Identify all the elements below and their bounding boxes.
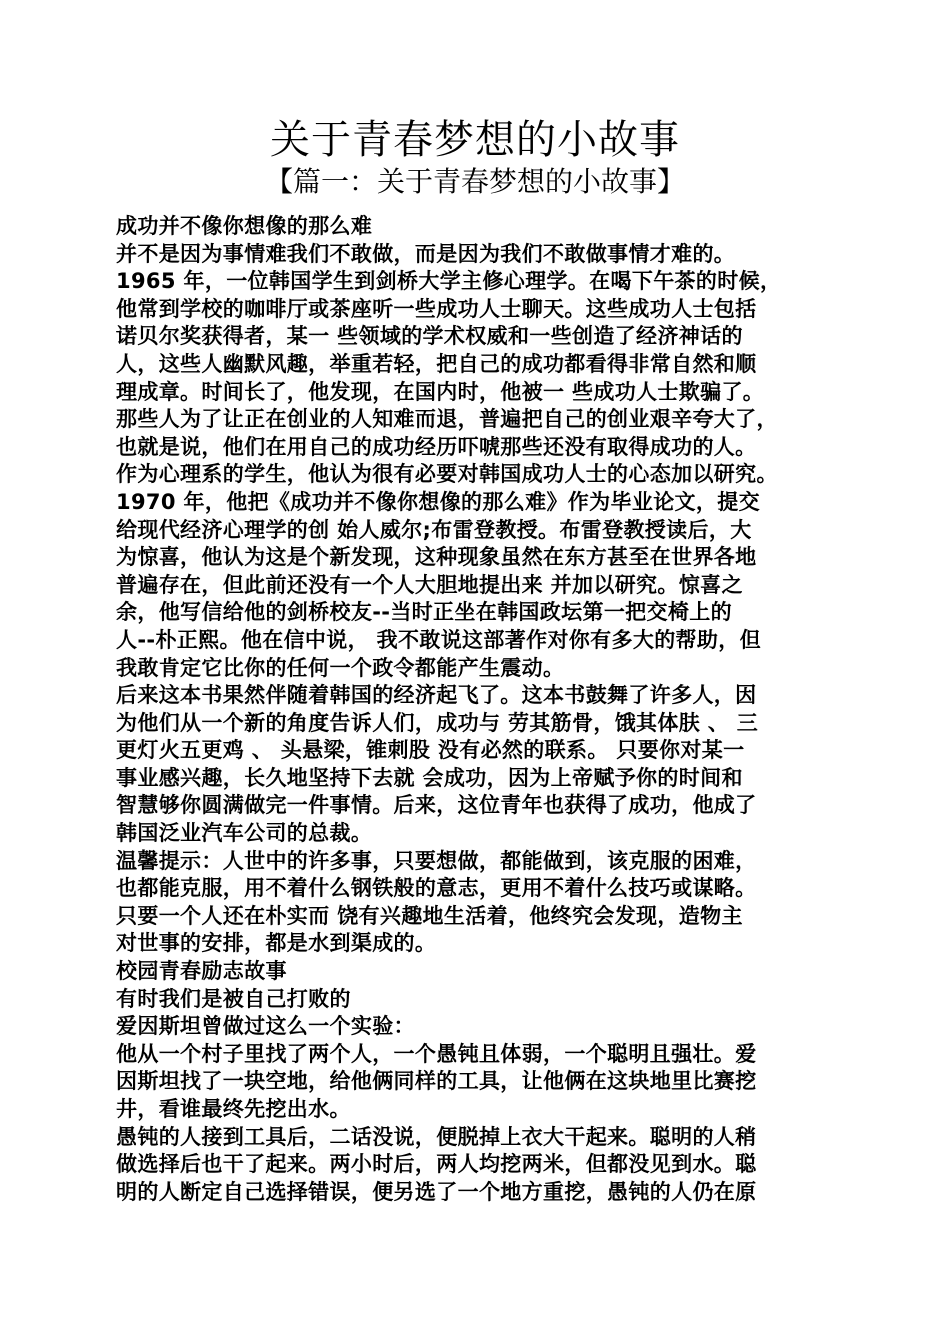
body-text-line: 爱因斯坦曾做过这么一个实验： — [116, 1014, 415, 1039]
body-text-line: 作为心理系的学生，他认为很有必要对韩国成功人士的心态加以研究。 — [116, 462, 778, 487]
body-text-line: 做选择后也干了起来。两小时后，两人均挖两米，但都没见到水。聪 — [116, 1152, 757, 1177]
body-text-line: 更灯火五更鸡 、 头悬梁，锥刺股 没有必然的联系。 只要你对某一 — [116, 738, 745, 763]
body-text-line: 愚钝的人接到工具后，二话没说，便脱掉上衣大干起来。聪明的人稍 — [116, 1124, 757, 1149]
body-text-line: 也就是说，他们在用自己的成功经历吓唬那些还没有取得成功的人。 — [116, 434, 757, 459]
body-text-line: 智慧够你圆满做完一件事情。后来，这位青年也获得了成功，他成了 — [116, 793, 757, 818]
body-text-line: 他从一个村子里找了两个人，一个愚钝且体弱，一个聪明且强壮。爱 — [116, 1041, 757, 1066]
body-text-line: 人--朴正熙。他在信中说， 我不敢说这部著作对你有多大的帮助，但 — [116, 627, 761, 652]
body-text-line: 温馨提示：人世中的许多事，只要想做，都能做到，该克服的困难， — [116, 848, 757, 873]
body-text-line: 因斯坦找了一块空地，给他俩同样的工具，让他俩在这块地里比赛挖 — [116, 1069, 757, 1094]
body-text-line: 人，这些人幽默风趣，举重若轻，把自己的成功都看得非常自然和顺 — [116, 351, 757, 376]
body-text-line: 后来这本书果然伴随着韩国的经济起飞了。这本书鼓舞了许多人，因 — [116, 683, 757, 708]
body-text-line: 那些人为了让正在创业的人知难而退，普遍把自己的创业艰辛夸大了， — [116, 407, 778, 432]
body-text-line: 明的人断定自己选择错误，便另选了一个地方重挖，愚钝的人仍在原 — [116, 1179, 757, 1204]
body-text-line: 我敢肯定它比你的任何一个政令都能产生震动。 — [116, 655, 565, 680]
body-text-line: 给现代经济心理学的创 始人威尔;布雷登教授。布雷登教授读后，大 — [116, 517, 752, 542]
document-subtitle: 【篇一：关于青春梦想的小故事】 — [264, 165, 685, 198]
body-text-line: 为他们从一个新的角度告诉人们，成功与 劳其筋骨，饿其体肤 、 三 — [116, 710, 759, 735]
body-text-line: 韩国泛业汽车公司的总裁。 — [116, 821, 373, 846]
body-text-line: 只要一个人还在朴实而 饶有兴趣地生活着，他终究会发现，造物主 — [116, 903, 743, 928]
body-text-line: 也都能克服，用不着什么钢铁般的意志，更用不着什么技巧或谋略。 — [116, 876, 757, 901]
body-text-line: 普遍存在，但此前还没有一个人大胆地提出来 并加以研究。惊喜之 — [116, 572, 743, 597]
body-text-line: 余，他写信给他的剑桥校友--当时正坐在韩国政坛第一把交椅上的 — [116, 600, 732, 625]
body-text-line: 为惊喜，他认为这是个新发现，这种现象虽然在东方甚至在世界各地 — [116, 545, 757, 570]
document-title: 关于青春梦想的小故事 — [270, 117, 680, 163]
body-text-line: 诺贝尔奖获得者，某一 些领域的学术权威和一些创造了经济神话的 — [116, 324, 743, 349]
body-text-line: 事业感兴趣，长久地坚持下去就 会成功，因为上帝赋予你的时间和 — [116, 765, 743, 790]
body-text-line: 理成章。时间长了，他发现，在国内时，他被一 些成功人士欺骗了。 — [116, 379, 765, 404]
body-text-line: 并不是因为事情难我们不敢做，而是因为我们不敢做事情才难的。 — [116, 241, 736, 266]
body-text-line: 校园青春励志故事 — [116, 959, 287, 984]
body-text-line: 1970 年，他把《成功并不像你想像的那么难》作为毕业论文，提交 — [116, 489, 760, 514]
body-text-line: 1965 年，一位韩国学生到剑桥大学主修心理学。在喝下午茶的时候， — [116, 269, 782, 294]
body-text-line: 成功并不像你想像的那么难 — [116, 214, 373, 238]
body-text-line: 对世事的安排，都是水到渠成的。 — [116, 931, 437, 956]
body-text-line: 井，看谁最终先挖出水。 — [116, 1097, 351, 1121]
body-text-line: 有时我们是被自己打败的 — [116, 986, 351, 1011]
body-text-line: 他常到学校的咖啡厅或茶座听一些成功人士聊天。这些成功人士包括 — [116, 296, 757, 321]
document-body — [116, 213, 844, 1206]
